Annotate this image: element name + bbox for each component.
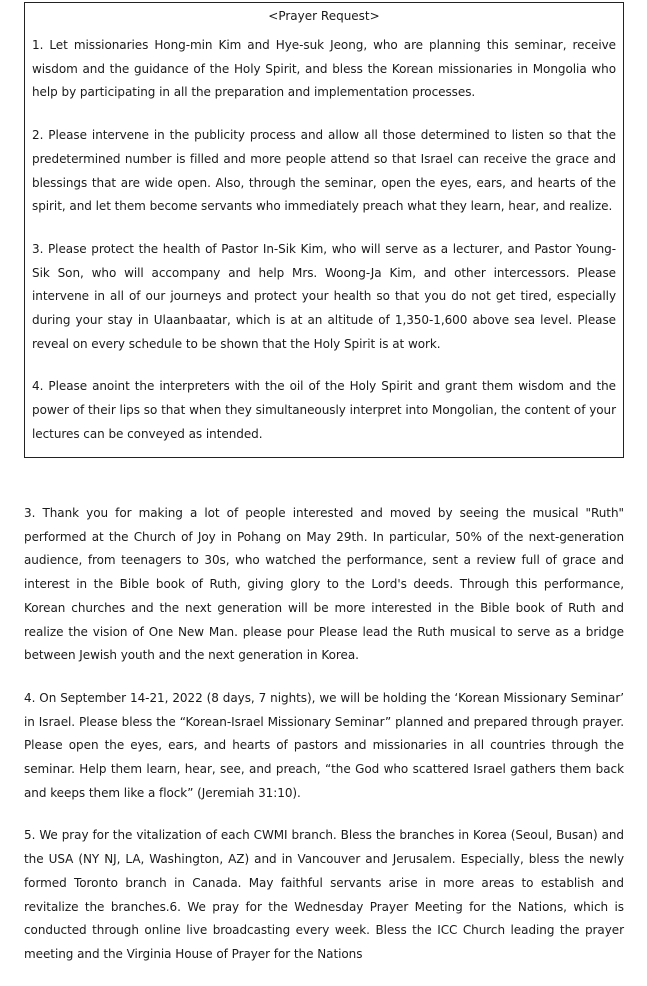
prayer-item: 4. Please anoint the interpreters with the oil of the Holy Spirit and grant them wisdom and the power of their lips so that when they simultaneously interpret into Mongolian, the content of your lectures can be conveyed as intended. — [32, 379, 616, 441]
prayer-request-box — [24, 2, 624, 458]
prayer-item: 1. Let missionaries Hong-min Kim and Hye-suk Jeong, who are planning this seminar, receive wisdom and the guidance of the Holy Spirit, and bless the Korean missionaries in Mongolia who help by participating in all the preparation and implementation processes. — [32, 38, 616, 100]
body-paragraph: 4. On September 14-21, 2022 (8 days, 7 nights), we will be holding the ‘Korean Missionary Seminar’ in Israel. Please bless the “Korean-Israel Missionary Seminar” planned and prepared through prayer. Please open the eyes, ears, and hearts of pastors and missionaries in all countries through the seminar. Help them learn, hear, see, and preach, “the God who scattered Israel gathers them back and keeps them like a flock” (Jeremiah 31:10). — [24, 690, 624, 800]
prayer-item: 3. Please protect the health of Pastor In-Sik Kim, who will serve as a lecturer, and Pastor Young-Sik Son, who will accompany and help Mrs. Woong-Ja Kim, and other intercessors. Please intervene in all of our journeys and protect your health so that you do not get tired, especially during your stay in Ulaanbaatar, which is at an altitude of 1,350-1,600 above sea level. Please reveal on every schedule to be shown that the Holy Spirit is at work. — [32, 241, 616, 351]
body-paragraph: 3. Thank you for making a lot of people interested and moved by seeing the musical "Ruth" performed at the Church of Joy in Pohang on May 29th. In particular, 50% of the next-generation audience, from teenagers to 30s, who watched the performance, sent a review full of grace and interest in the Bible book of Ruth, giving glory to the Lord's deeds. Through this performance, Korean churches and the next generation will be more interested in the Bible book of Ruth and realize the vision of One New Man. please pour Please lead the Ruth musical to serve as a bridge between Jewish youth and the next generation in Korea. — [24, 506, 624, 663]
prayer-item: 2. Please intervene in the publicity process and allow all those determined to listen so that the predetermined number is filled and more people attend so that Israel can receive the grace and blessings that are wide open. Also, through the seminar, open the eyes, ears, and hearts of the spirit, and let them become servants who immediately preach what they learn, hear, and realize. — [32, 128, 616, 214]
prayer-request-title: <Prayer Request> — [268, 9, 380, 23]
body-paragraph: 5. We pray for the vitalization of each CWMI branch. Bless the branches in Korea (Seoul, Busan) and the USA (NY NJ, LA, Washington, AZ) and in Vancouver and Jerusalem. Especially, bless the newly formed Toronto branch in Canada. May faithful servants arise in more areas to establish and revitalize the branches.6. We pray for the Wednesday Prayer Meeting for the Nations, which is conducted through online live broadcasting every week. Bless the ICC Church leading the prayer meeting and the Virginia House of Prayer for the Nations — [24, 828, 624, 961]
body-text — [24, 502, 624, 986]
